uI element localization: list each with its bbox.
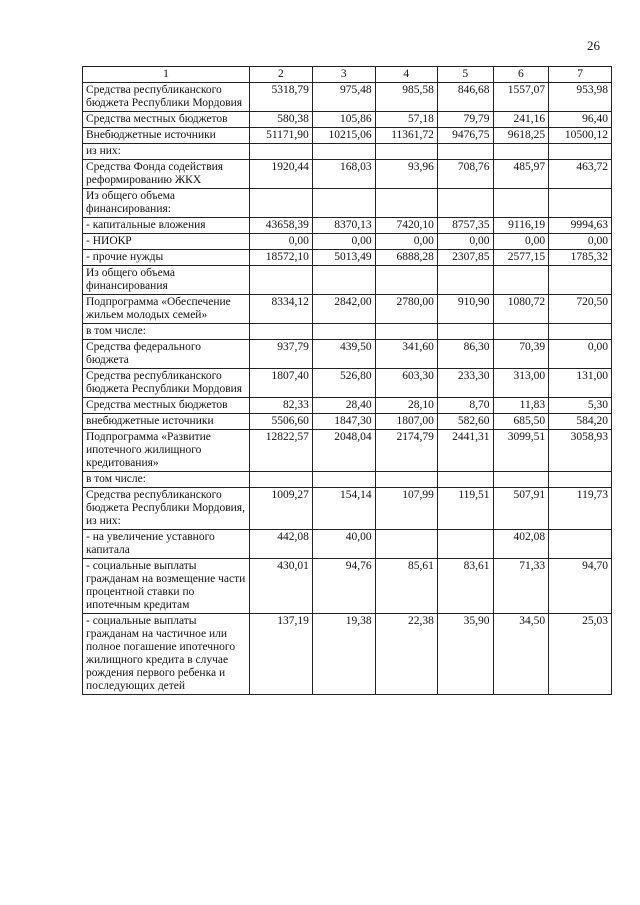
cell-value: 580,38 (250, 112, 313, 128)
row-label: Из общего объема финансирования: (83, 189, 250, 218)
row-label: Средства Фонда содействия реформированию ЖКХ (83, 160, 250, 189)
cell-value: 2048,04 (312, 430, 375, 472)
cell-value: 2842,00 (312, 295, 375, 324)
table-row (83, 160, 612, 189)
cell-value: 485,97 (493, 160, 549, 189)
table-row (83, 340, 612, 369)
row-label: - НИОКР (83, 234, 250, 250)
cell-value: 10215,06 (312, 128, 375, 144)
cell-value (549, 530, 612, 559)
cell-value: 985,58 (375, 83, 437, 112)
col-header-7: 7 (549, 67, 612, 83)
cell-value: 1009,27 (250, 488, 313, 530)
cell-value: 507,91 (493, 488, 549, 530)
table-row (83, 414, 612, 430)
cell-value: 70,39 (493, 340, 549, 369)
table-row (83, 234, 612, 250)
table-row (83, 295, 612, 324)
cell-value (493, 324, 549, 340)
row-label: - социальные выплаты гражданам на частичное или полное погашение ипотечного жилищного кредита в случае рождения первого ребенка и последующих детей (83, 614, 250, 695)
table-row (83, 488, 612, 530)
cell-value: 12822,57 (250, 430, 313, 472)
cell-value (250, 472, 313, 488)
cell-value (493, 472, 549, 488)
cell-value: 313,00 (493, 369, 549, 398)
cell-value: 442,08 (250, 530, 313, 559)
col-header-1: 1 (83, 67, 250, 83)
table-row (83, 218, 612, 234)
cell-value: 168,03 (312, 160, 375, 189)
cell-value (549, 266, 612, 295)
table-row (83, 250, 612, 266)
cell-value (250, 144, 313, 160)
cell-value (375, 472, 437, 488)
table-row (83, 472, 612, 488)
cell-value: 9116,19 (493, 218, 549, 234)
cell-value: 5318,79 (250, 83, 313, 112)
table-row (83, 128, 612, 144)
cell-value: 233,30 (437, 369, 493, 398)
cell-value: 1847,30 (312, 414, 375, 430)
cell-value: 0,00 (549, 234, 612, 250)
cell-value: 79,79 (437, 112, 493, 128)
cell-value: 584,20 (549, 414, 612, 430)
cell-value: 137,19 (250, 614, 313, 695)
table-row (83, 144, 612, 160)
cell-value: 526,80 (312, 369, 375, 398)
table-header (83, 67, 612, 83)
row-label: Средства республиканского бюджета Республики Мордовия (83, 83, 250, 112)
cell-value: 5506,60 (250, 414, 313, 430)
cell-value: 2174,79 (375, 430, 437, 472)
col-header-6: 6 (493, 67, 549, 83)
cell-value: 25,03 (549, 614, 612, 695)
cell-value: 5,30 (549, 398, 612, 414)
table-row (83, 430, 612, 472)
cell-value: 1785,32 (549, 250, 612, 266)
cell-value (312, 144, 375, 160)
cell-value: 953,98 (549, 83, 612, 112)
cell-value (549, 144, 612, 160)
cell-value (493, 266, 549, 295)
cell-value: 22,38 (375, 614, 437, 695)
cell-value: 0,00 (312, 234, 375, 250)
cell-value: 430,01 (250, 559, 313, 614)
cell-value: 28,10 (375, 398, 437, 414)
cell-value: 86,30 (437, 340, 493, 369)
cell-value: 0,00 (250, 234, 313, 250)
table-row (83, 83, 612, 112)
row-label: Подпрограмма «Обеспечение жильем молодых семей» (83, 295, 250, 324)
cell-value: 8334,12 (250, 295, 313, 324)
page-number: 26 (587, 38, 600, 53)
row-label: - капитальные вложения (83, 218, 250, 234)
cell-value (493, 189, 549, 218)
header-row (83, 67, 612, 83)
cell-value: 0,00 (549, 340, 612, 369)
cell-value: 402,08 (493, 530, 549, 559)
cell-value: 11361,72 (375, 128, 437, 144)
row-label: Из общего объема финансирования (83, 266, 250, 295)
cell-value: 105,86 (312, 112, 375, 128)
col-header-2: 2 (250, 67, 313, 83)
cell-value (549, 189, 612, 218)
cell-value: 910,90 (437, 295, 493, 324)
cell-value: 0,00 (375, 234, 437, 250)
cell-value: 119,51 (437, 488, 493, 530)
table-row (83, 112, 612, 128)
cell-value (375, 266, 437, 295)
cell-value: 9476,75 (437, 128, 493, 144)
cell-value: 846,68 (437, 83, 493, 112)
cell-value (437, 266, 493, 295)
table-row (83, 559, 612, 614)
cell-value: 8,70 (437, 398, 493, 414)
table-row (83, 369, 612, 398)
cell-value: 28,40 (312, 398, 375, 414)
cell-value: 35,90 (437, 614, 493, 695)
row-label: - на увеличение уставного капитала (83, 530, 250, 559)
row-label: Средства местных бюджетов (83, 112, 250, 128)
cell-value (375, 144, 437, 160)
cell-value (312, 472, 375, 488)
cell-value (437, 144, 493, 160)
cell-value: 11,83 (493, 398, 549, 414)
row-label: Средства республиканского бюджета Республики Мордовия (83, 369, 250, 398)
cell-value (375, 530, 437, 559)
row-label: в том числе: (83, 472, 250, 488)
row-label: - социальные выплаты гражданам на возмещение части процентной ставки по ипотечным кредитам (83, 559, 250, 614)
cell-value: 9618,25 (493, 128, 549, 144)
row-label: Внебюджетные источники (83, 128, 250, 144)
cell-value: 34,50 (493, 614, 549, 695)
cell-value (437, 530, 493, 559)
cell-value: 720,50 (549, 295, 612, 324)
cell-value: 10500,12 (549, 128, 612, 144)
cell-value: 2441,31 (437, 430, 493, 472)
cell-value: 7420,10 (375, 218, 437, 234)
row-label: в том числе: (83, 324, 250, 340)
cell-value: 8757,35 (437, 218, 493, 234)
cell-value: 19,38 (312, 614, 375, 695)
row-label: Подпрограмма «Развитие ипотечного жилищного кредитования» (83, 430, 250, 472)
table-row (83, 189, 612, 218)
cell-value: 708,76 (437, 160, 493, 189)
cell-value (493, 144, 549, 160)
cell-value: 71,33 (493, 559, 549, 614)
table-row (83, 530, 612, 559)
cell-value: 5013,49 (312, 250, 375, 266)
financing-table (82, 66, 612, 695)
cell-value: 6888,28 (375, 250, 437, 266)
cell-value: 40,00 (312, 530, 375, 559)
cell-value: 8370,13 (312, 218, 375, 234)
cell-value: 241,16 (493, 112, 549, 128)
table-row (83, 266, 612, 295)
cell-value: 685,50 (493, 414, 549, 430)
cell-value: 2577,15 (493, 250, 549, 266)
cell-value: 51171,90 (250, 128, 313, 144)
row-label: - прочие нужды (83, 250, 250, 266)
cell-value: 131,00 (549, 369, 612, 398)
cell-value: 2780,00 (375, 295, 437, 324)
row-label: из них: (83, 144, 250, 160)
cell-value: 9994,63 (549, 218, 612, 234)
cell-value (375, 189, 437, 218)
cell-value: 85,61 (375, 559, 437, 614)
cell-value: 1920,44 (250, 160, 313, 189)
cell-value (549, 324, 612, 340)
cell-value: 94,76 (312, 559, 375, 614)
table-row (83, 614, 612, 695)
cell-value: 603,30 (375, 369, 437, 398)
cell-value (250, 324, 313, 340)
table-row (83, 324, 612, 340)
cell-value (375, 324, 437, 340)
cell-value: 57,18 (375, 112, 437, 128)
cell-value (312, 266, 375, 295)
row-label: Средства республиканского бюджета Республики Мордовия, из них: (83, 488, 250, 530)
cell-value: 107,99 (375, 488, 437, 530)
cell-value (437, 189, 493, 218)
cell-value (312, 189, 375, 218)
cell-value: 82,33 (250, 398, 313, 414)
cell-value: 0,00 (437, 234, 493, 250)
cell-value: 93,96 (375, 160, 437, 189)
row-label: Средства федерального бюджета (83, 340, 250, 369)
cell-value: 18572,10 (250, 250, 313, 266)
cell-value: 1080,72 (493, 295, 549, 324)
cell-value: 94,70 (549, 559, 612, 614)
cell-value: 439,50 (312, 340, 375, 369)
cell-value: 96,40 (549, 112, 612, 128)
col-header-5: 5 (437, 67, 493, 83)
cell-value (437, 324, 493, 340)
cell-value: 3058,93 (549, 430, 612, 472)
cell-value (250, 189, 313, 218)
cell-value (437, 472, 493, 488)
cell-value: 975,48 (312, 83, 375, 112)
table-row (83, 398, 612, 414)
row-label: внебюджетные источники (83, 414, 250, 430)
cell-value: 582,60 (437, 414, 493, 430)
cell-value: 43658,39 (250, 218, 313, 234)
cell-value (250, 266, 313, 295)
cell-value: 0,00 (493, 234, 549, 250)
cell-value: 463,72 (549, 160, 612, 189)
cell-value: 1807,40 (250, 369, 313, 398)
cell-value (312, 324, 375, 340)
cell-value: 1557,07 (493, 83, 549, 112)
cell-value: 83,61 (437, 559, 493, 614)
cell-value (549, 472, 612, 488)
cell-value: 937,79 (250, 340, 313, 369)
cell-value: 3099,51 (493, 430, 549, 472)
cell-value: 119,73 (549, 488, 612, 530)
cell-value: 154,14 (312, 488, 375, 530)
row-label: Средства местных бюджетов (83, 398, 250, 414)
table-body (83, 83, 612, 695)
cell-value: 2307,85 (437, 250, 493, 266)
cell-value: 341,60 (375, 340, 437, 369)
col-header-3: 3 (312, 67, 375, 83)
cell-value: 1807,00 (375, 414, 437, 430)
col-header-4: 4 (375, 67, 437, 83)
